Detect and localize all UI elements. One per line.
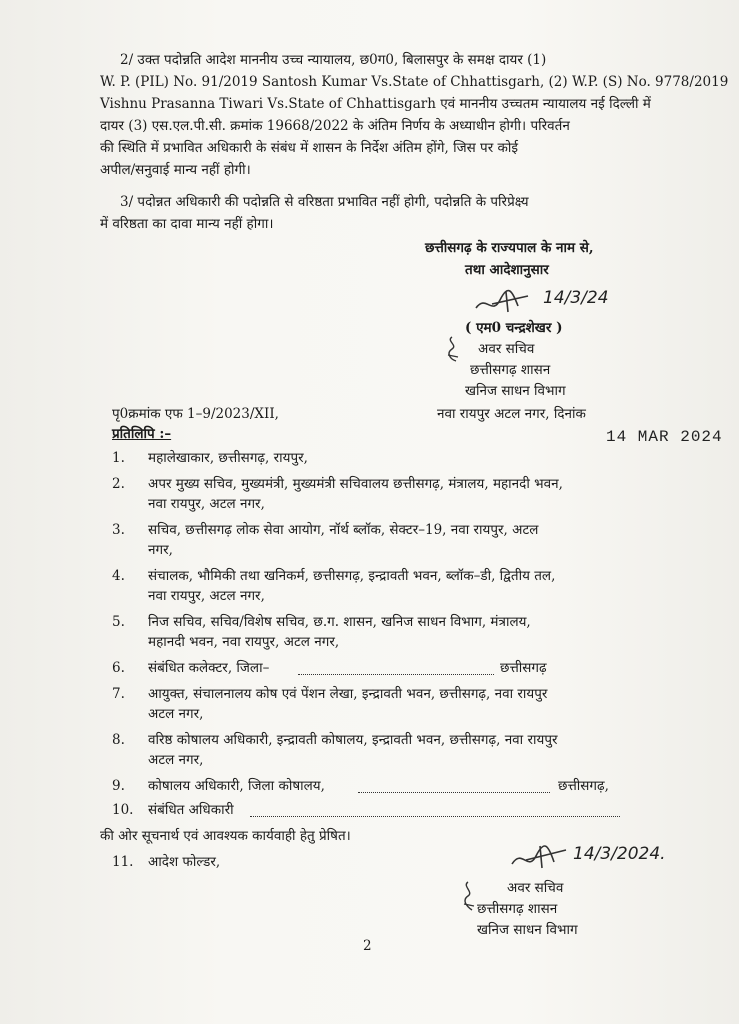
list-number: 4. (112, 568, 125, 584)
signatory2-designation: अवर सचिव (507, 880, 564, 896)
list-item: संबंधित अधिकारी (148, 802, 234, 818)
fill-in-blank (358, 782, 550, 793)
signatory-govt: छत्तीसगढ़ शासन (470, 362, 551, 378)
list-item: महालेखाकार, छत्तीसगढ़, रायपुर, (148, 450, 308, 466)
forwarding-note: की ओर सूचनार्थ एवं आवश्यक कार्यवाही हेतु प्रेषित। (100, 828, 351, 844)
order-line: तथा आदेशानुसार (465, 262, 549, 278)
list-item-cont: छत्तीसगढ़ (500, 660, 547, 676)
list-item: संचालक, भौमिकी तथा खनिकर्म, छत्तीसगढ़, इन्द्रावती भवन, ब्लॉक–डी, द्वितीय तल, (148, 568, 556, 584)
para2-line: Vishnu Prasanna Tiwari Vs.State of Chhattisgarh एवं माननीय उच्चतम न्यायालय नई दिल्ली में (100, 96, 651, 112)
para2-line: दायर (3) एस.एल.पी.सी. क्रमांक 19668/2022 के अंतिम निर्णय के अध्याधीन होगी। परिवर्तन (100, 118, 570, 134)
list-item-cont: छत्तीसगढ़, (558, 778, 609, 794)
list-item: संबंधित कलेक्टर, जिला– (148, 660, 270, 676)
signature2-date: 14/3/2024. (573, 844, 666, 864)
initials-mark (444, 335, 464, 365)
fill-in-blank (250, 806, 620, 817)
list-item: सचिव, छत्तीसगढ़ लोक सेवा आयोग, नॉर्थ ब्लॉक, सेक्टर–19, नवा रायपुर, अटल (148, 522, 539, 538)
para2-line: 2/ उक्त पदोन्नति आदेश माननीय उच्च न्यायालय, छ0ग0, बिलासपुर के समक्ष दायर (1) (120, 52, 547, 68)
list-number: 6. (112, 660, 125, 676)
list-number: 3. (112, 522, 125, 538)
list-item: आदेश फोल्डर, (148, 854, 221, 870)
signature-scribble-2 (508, 840, 574, 874)
list-item: अपर मुख्य सचिव, मुख्यमंत्री, मुख्यमंत्री सचिवालय छत्तीसगढ़, मंत्रालय, महानदी भवन, (148, 476, 563, 492)
list-item-cont: अटल नगर, (148, 752, 204, 768)
list-number: 5. (112, 614, 125, 630)
signature1-date: 14/3/24 (543, 288, 609, 308)
list-item-cont: नवा रायपुर, अटल नगर, (148, 588, 265, 604)
para2-line: अपील/सनुवाई मान्य नहीं होगी। (100, 162, 251, 178)
date-stamp: 14 MAR 2024 (606, 428, 723, 446)
page-number: 2 (363, 938, 372, 954)
signatory2-govt: छत्तीसगढ़ शासन (477, 901, 558, 917)
para3-line: में वरिष्ठता का दावा मान्य नहीं होगा। (100, 216, 274, 232)
list-item: कोषालय अधिकारी, जिला कोषालय, (148, 778, 325, 794)
signatory-designation: अवर सचिव (478, 341, 535, 357)
signature-scribble-1 (472, 286, 542, 318)
list-number: 1. (112, 450, 125, 466)
fill-in-blank (298, 664, 494, 675)
list-item: निज सचिव, सचिव/विशेष सचिव, छ.ग. शासन, खनिज साधन विभाग, मंत्रालय, (148, 614, 531, 630)
copy-heading: प्रतिलिपि :– (112, 426, 172, 442)
signatory-department: खनिज साधन विभाग (465, 383, 566, 399)
list-item: आयुक्त, संचालनालय कोष एवं पेंशन लेखा, इन्द्रावती भवन, छत्तीसगढ़, नवा रायपुर (148, 686, 548, 702)
para2-line: W. P. (PIL) No. 91/2019 Santosh Kumar Vs.State of Chhattisgarh, (2) W.P. (S) No. 9778/2019 (100, 74, 729, 90)
list-item-cont: महानदी भवन, नवा रायपुर, अटल नगर, (148, 634, 340, 650)
para2-line: की स्थिति में प्रभावित अधिकारी के संबंध में शासन के निर्देश अंतिम होंगे, जिस पर कोई (100, 140, 518, 156)
signatory-name: ( एम0 चन्द्रशेखर ) (465, 320, 563, 336)
list-number: 7. (112, 686, 125, 702)
list-number: 8. (112, 732, 125, 748)
list-number: 2. (112, 476, 125, 492)
list-item-cont: नवा रायपुर, अटल नगर, (148, 496, 265, 512)
signatory2-department: खनिज साधन विभाग (477, 922, 578, 938)
governor-order-line: छत्तीसगढ़ के राज्यपाल के नाम से, (425, 240, 594, 256)
list-number: 10. (112, 802, 134, 818)
list-item-cont: अटल नगर, (148, 706, 204, 722)
list-item: वरिष्ठ कोषालय अधिकारी, इन्द्रावती कोषालय, इन्द्रावती भवन, छत्तीसगढ़, नवा रायपुर (148, 732, 558, 748)
para3-line: 3/ पदोन्नत अधिकारी की पदोन्नति से वरिष्ठता प्रभावित नहीं होगी, पदोन्नति के परिप्रेक्ष्य (120, 194, 529, 210)
list-item-cont: नगर, (148, 542, 173, 558)
endorsement-ref-no: पृ0क्रमांक एफ 1–9/2023/XII, (112, 406, 279, 422)
list-number: 11. (112, 854, 134, 870)
list-number: 9. (112, 778, 125, 794)
endorsement-place-date: नवा रायपुर अटल नगर, दिनांक (437, 406, 586, 422)
